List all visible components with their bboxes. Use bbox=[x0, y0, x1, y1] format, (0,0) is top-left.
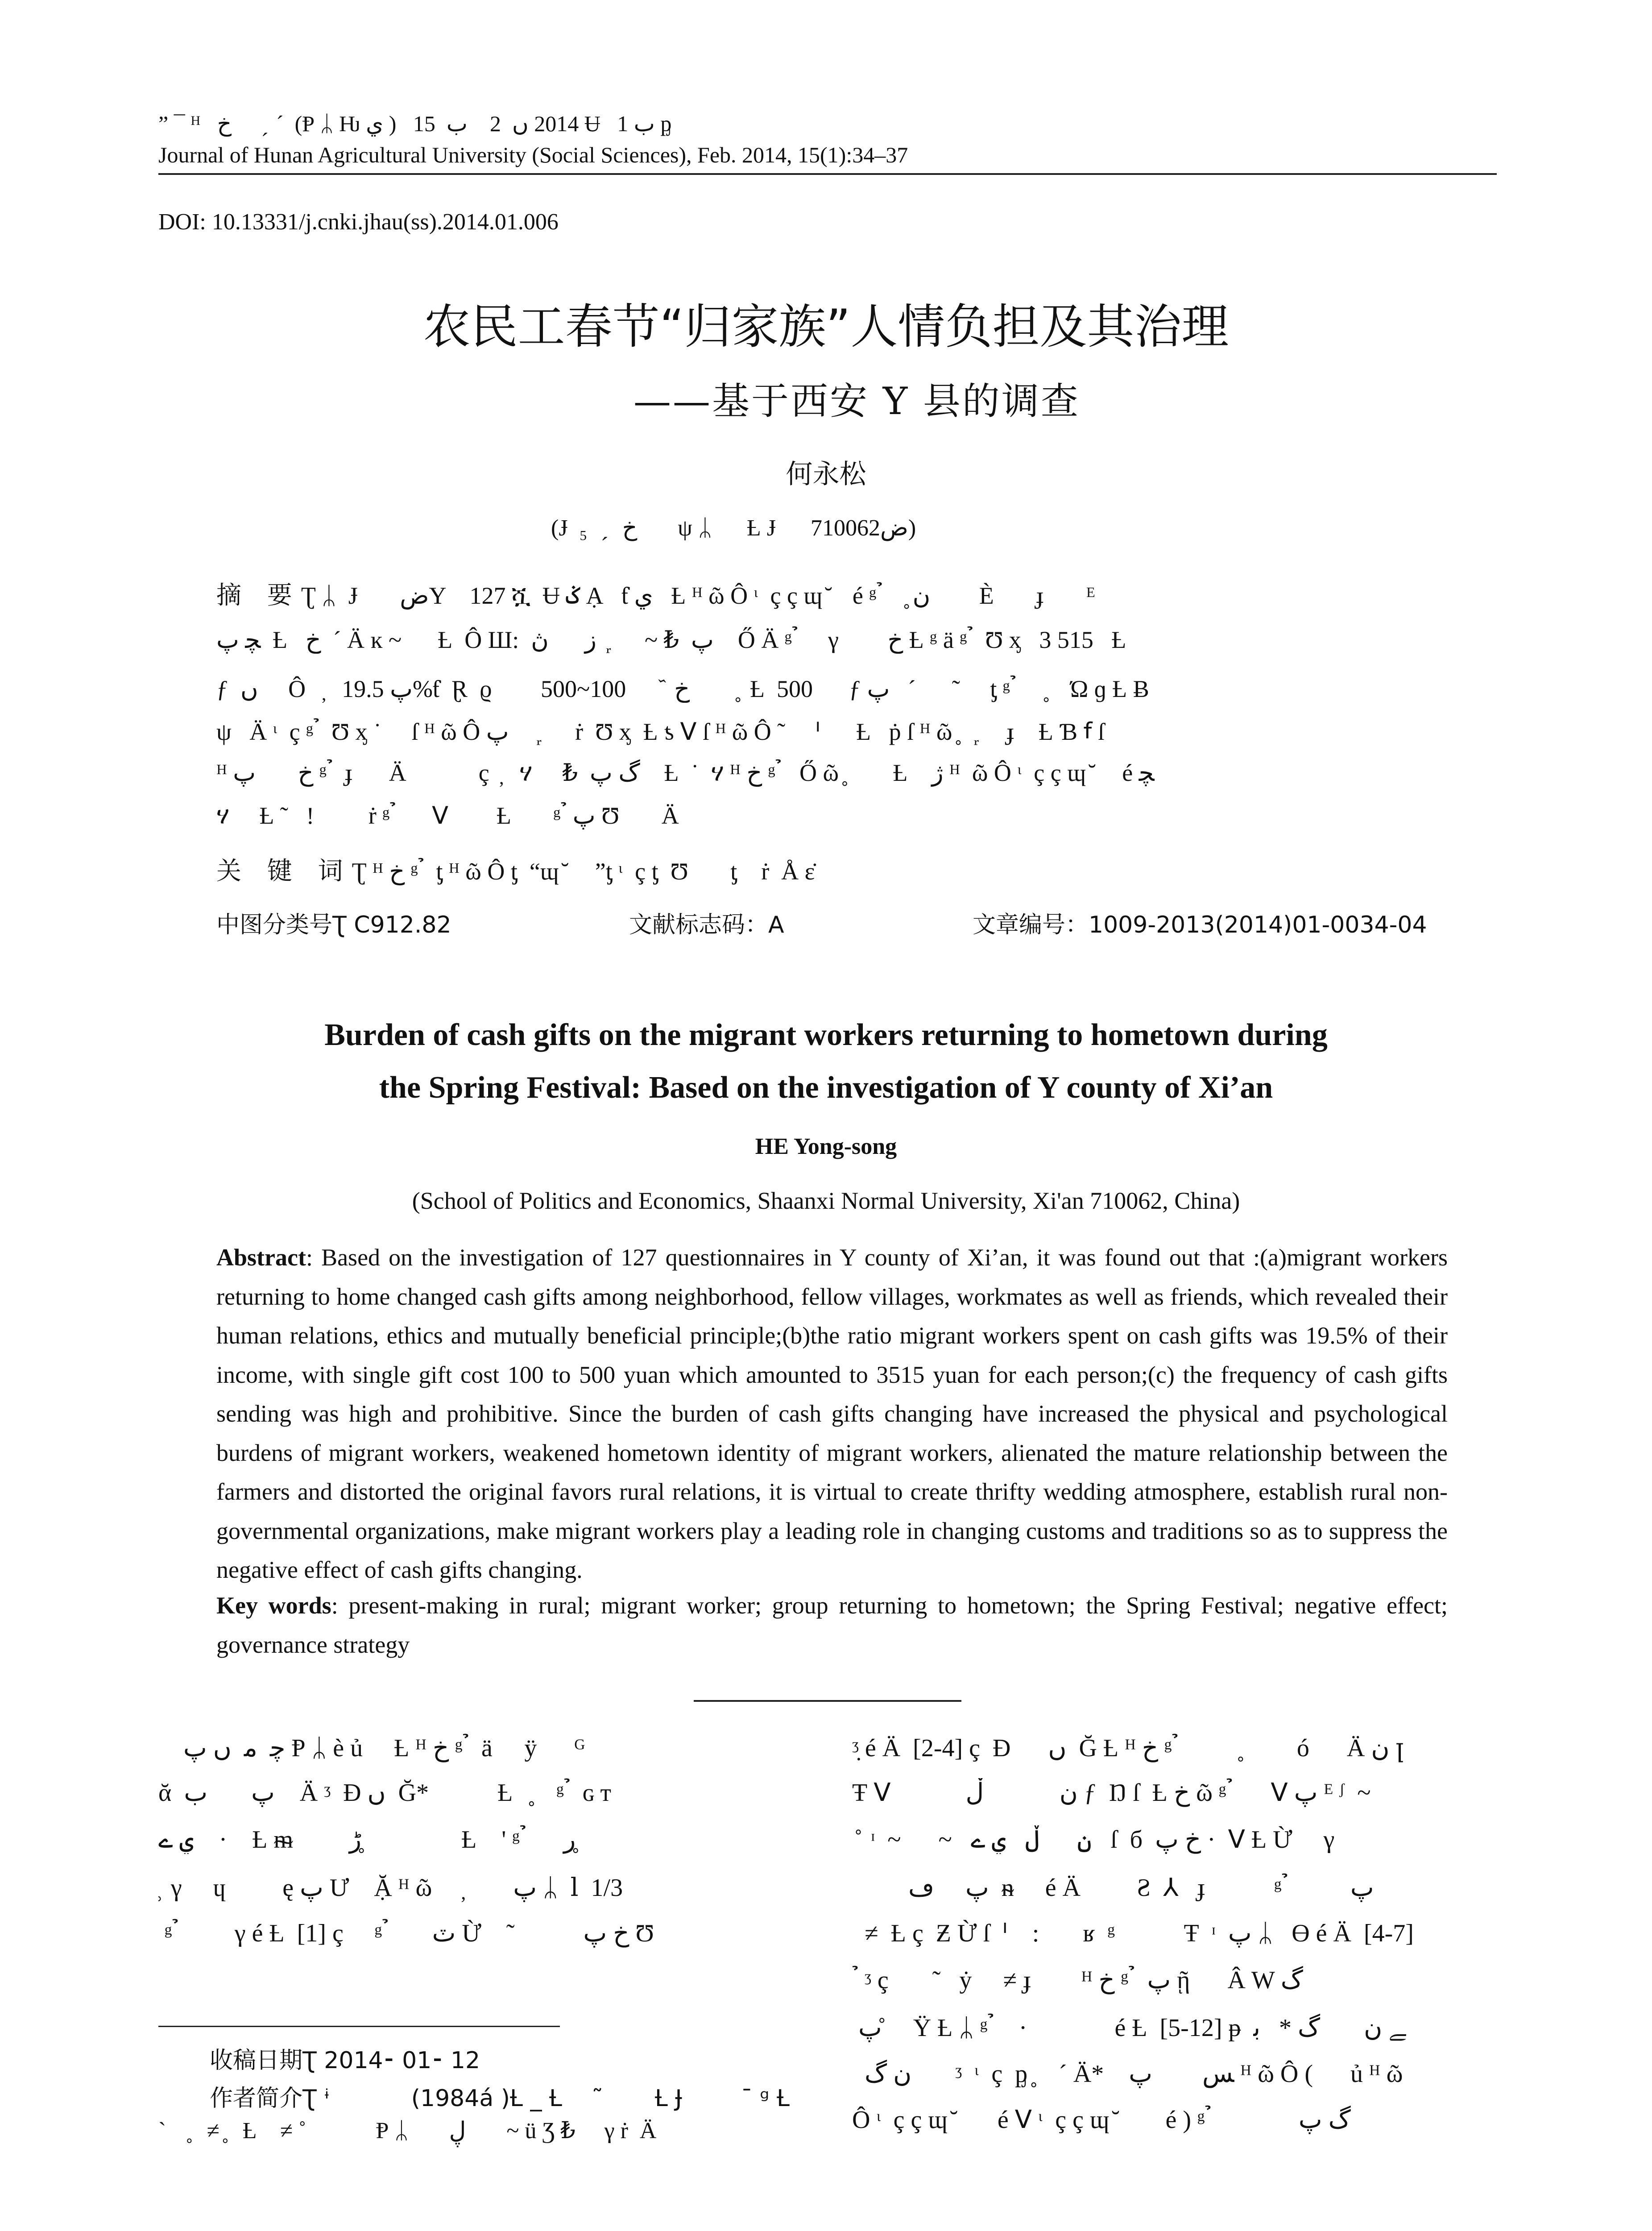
author-en: HE Yong-song bbox=[755, 1134, 897, 1159]
abstract-cn-label: 摘 要 bbox=[216, 581, 301, 610]
title-en-line1: Burden of cash gifts on the migrant workers returning to hometown during bbox=[324, 1018, 1328, 1052]
body-left-line: ᵍ ̉ γ é Ƚ [1] ç ᵍ ̉ ٽ Ừ ˜ خ پ Ʊ bbox=[158, 1920, 654, 1947]
abstract-cn-line: ሃ Ƚ ˜ ǃ ṙ ᵍ ̉ ᐯ Ƚ ᵍ ̉ پ Ʊ Ä bbox=[216, 802, 679, 829]
affiliation-cn: (Ɉ ₅ ̗ خ ψ ᛦ Ƚ Ɉ ض710062) bbox=[551, 515, 916, 541]
body-right-line: ̉ ᶾ ç ˜ ẏ ≠ ɟ ᴴ خ ᵍ ̉ پ ῇ Â W گ bbox=[852, 1966, 1303, 1994]
body-left-line: ي ے · Ƚ ᵯ ﮌ ̥ Ƚ ' ᵍ ̉ ﺭ ̥ bbox=[158, 1826, 582, 1854]
body-right-line: ≠ Ƚ ç Ƶ Ừ ſ ᑊ : ʁ ᵍ Ŧ ᶦ پ ᛦ Ө é Ä [4-7] bbox=[852, 1920, 1414, 1947]
footnote-line: ` ̥ ≠ ̥ Ƚ ≠ ˚ Ᵽ ᛦ ڸ ~ ü Ʒ ₺ γ ṙ Ä bbox=[158, 2118, 657, 2144]
abstract-cn-line: ﭽ پ Ƚ خ ˊ Ä ĸ ~ Ƚ Ô Ш: پ ₺ ~ ᷊ ز ڽ Ő Ä ᵍ ̉ γ ⃞ خ Ƚ ᵍ ä ᵍ ̉ Ʊ ᶍ 3 515 Ƚ bbox=[216, 626, 1126, 653]
title-en-line2: the Spring Festival: Based on the investigation of Y county of Xi’an bbox=[379, 1070, 1273, 1105]
keywords-cn-label: 关 键 词 bbox=[216, 857, 352, 886]
header-rule bbox=[158, 173, 1497, 175]
affiliation-en: (School of Politics and Economics, Shaanxi Normal University, Xi'an 710062, China) bbox=[412, 1187, 1240, 1214]
body-left-line: ﭼ ﻣ ں پ Ᵽ ᛦ è ủ Ƚ ᴴ خ ᵍ ̉ ä ⃞ ÿ ᴳ bbox=[158, 1734, 585, 1762]
body-left-line: ᾰ پ ب Ä ᶾ Ɖ ں Ğ* Ƚ ̥ ᵍ ̉ ɢ ᴛ bbox=[158, 1779, 612, 1807]
keywords-cn-text: Ʈ ᴴ خ ᵍ ̉ ƫ ᴴ ῶ Ô ƫ “ɰ ̆ ”ƫ ᶥ ç ƫ Ʊ ƫ ṙ Å ε̇ bbox=[352, 858, 815, 885]
abstract-en-text: : Based on the investigation of 127 questionnaires in Y county of Xi’an, it was found out that :(a)migrant workers returning to home changed cash gifts among neighborhood, fellow villages, workmates as well as friends, which revealed their human relations, ethics and mutually beneficial principle;(b)the ratio migrant workers spent on cash gifts was 19.5% of their income, with single gift cost 100 to 500 yuan which amounted to 3515 yuan for each person;(c) the frequency of cash gifts sending was high and prohibitive. Since the burden of cash gifts changing have increased the physical and psychological burdens of migrant workers, weakened hometown identity of migrant workers, alienated the mature relationship between the farmers and distorted the original favors rural relations, it is virtual to create thrifty wedding atmosphere, establish rural non-governmental organizations, make migrant workers play a leading role in changing customs and traditions so as to suppress the negative effect of cash gifts changing. bbox=[216, 1244, 1448, 1583]
keywords-en-label: Key words bbox=[216, 1592, 331, 1619]
article-number: 文章编号：1009-2013(2014)01-0034-04 bbox=[973, 912, 1427, 938]
body-right-line: ̊ ᶦ ~ ~ ن ڵ ي ے ſ б خ پ · ᐯ Ƚ Ừ γ bbox=[852, 1826, 1335, 1854]
keywords-en bbox=[216, 1586, 1448, 1664]
body-right-line: Ô ᶥ ç ç ɰ ̆ é ᐯ ᶥ ç ç ɰ ̆ é ) ᵍ ̉ گ پ bbox=[852, 2106, 1351, 2134]
body-right-line: پ ڡ ᵰ é Ä Ƨ ⅄ ɟ ᵍ ̉ پ bbox=[852, 1874, 1374, 1902]
body-right-line: ᶾ̣ é Ä [2-4] ç Ɖ ں Ğ Ƚ ᴴ خ ᵍ ̉ ̥ ó Ä ڹ ꞁ bbox=[852, 1734, 1404, 1762]
section-separator bbox=[694, 1700, 961, 1702]
abstract-cn-line bbox=[216, 576, 1448, 611]
body-left-line: ̥ γ ɥ ⃞ ę پ Ư Ặ ᴴ ῶ ̦ پ ᛦ ⅼ 1/3 bbox=[158, 1874, 623, 1902]
subtitle-cn: ——基于西安 Y 县的调查 bbox=[633, 379, 1080, 423]
footnote-rule bbox=[158, 2026, 560, 2027]
document-code: 文献标志码：A bbox=[629, 912, 784, 938]
title-cn: 农民工春节“归家族”人情负担及其治理 bbox=[423, 299, 1229, 354]
abstract-cn-line: ᴴ خ پ ᵍ ̉ ɟ Ä ç ̦ ሃ ₺ گ پ Ƚ ˙ ሃ ᴴ خ ᵍ ̉ Ő ῶ ̥ Ƚ ژ ᴴ ῶ Ô ᶥ ç ç ɰ ̆ é ﭽ bbox=[216, 759, 1155, 786]
abstract-cn-line: ψ Ä ᶥ ç ᵍ ̉ Ʊ ᶍ ˙ ſ ᴴ ῶ Ô پ ᷊ ṙ Ʊ ᶍ Ƚ ƾ ᐯ ſ ᴴ ῶ Ô ˜ ᑊ Ƚ ṗ ſ ᴴ ῶ ̥ ᷊ ɟ Ƚ Ɓ ꬵ ſ bbox=[216, 718, 1105, 745]
abstract-cn-text: Ʈ ᛦ Ɉ ضY 127 ሿ Ʉ ݢ Ạ ƭ ي Ƚ ᴴ ῶ Ô ᶥ ç ç ɰ ̆ é ᵍ ̉ ̥ ن ⃞ È ɟ ᴱ bbox=[301, 582, 1095, 609]
keywords-cn-line bbox=[216, 851, 1448, 887]
keywords-en-text: : present-making in rural; migrant worker; group returning to hometown; the Spring Festival; negative effect; governance strategy bbox=[216, 1592, 1448, 1658]
journal-header-cn: ” ¯ ᴴ خ ̗ ˊ (Ᵽ ᛦ Ƕ ي ) 2014 ں 2 ب 15 Ʉ ب 1 ᶈ bbox=[158, 111, 672, 136]
abstract-en bbox=[216, 1238, 1448, 1590]
journal-header-en: Journal of Hunan Agricultural University (Social Sciences), Feb. 2014, 15(1):34–37 bbox=[158, 142, 908, 167]
body-right-line: Ŧ ᐯ ن ⃞ ڵ ƒ Ŋ ſ Ƚ خ ῶ ᵍ ̉ ᪸ ᐯ پ ᴱ ᶴ ~ bbox=[852, 1779, 1371, 1807]
author-cn: 何永松 bbox=[786, 459, 866, 490]
footnote-received-date: 收稿日期Ʈ 2014⁃ 01⁃ 12 bbox=[210, 2047, 480, 2074]
abstract-en-label: Abstract bbox=[216, 1244, 306, 1271]
abstract-cn-line: ƒ ں Ô ̦ پ 19.5%ƭ Ɽ ϱ ⃞ خ ᷈ 100~500 ̥ Ƚ 500 ƒ پ ˊ ˜ ƫ ᵍ ̉ ̥ Ώ ɡ Ƚ Ƀ bbox=[216, 676, 1149, 702]
body-right-line: پ ̊ Ÿ Ƚ ᛦ ᵍ ̉ · é Ƚ [5-12] ᵽ ﮯ ن گ * ﺑ bbox=[852, 2014, 1406, 2042]
footnote-author-bio: 作者简介Ʈ ᶤ (1984á )Ƚ _ Ƚ ˜ Ƚ Ɉ ¯ ᵍ Ƚ bbox=[210, 2085, 790, 2112]
clc-number: 中图分类号Ʈ C912.82 bbox=[216, 912, 451, 938]
doi: DOI: 10.13331/j.cnki.jhau(ss).2014.01.006 bbox=[158, 209, 559, 235]
body-right-line: ن گ ᶾ ᶥ ç ᶈ ̥ ˊ Ä* ﺲ پ ᴴ ῶ Ô ( ủ ᴴ ῶ bbox=[852, 2060, 1403, 2088]
